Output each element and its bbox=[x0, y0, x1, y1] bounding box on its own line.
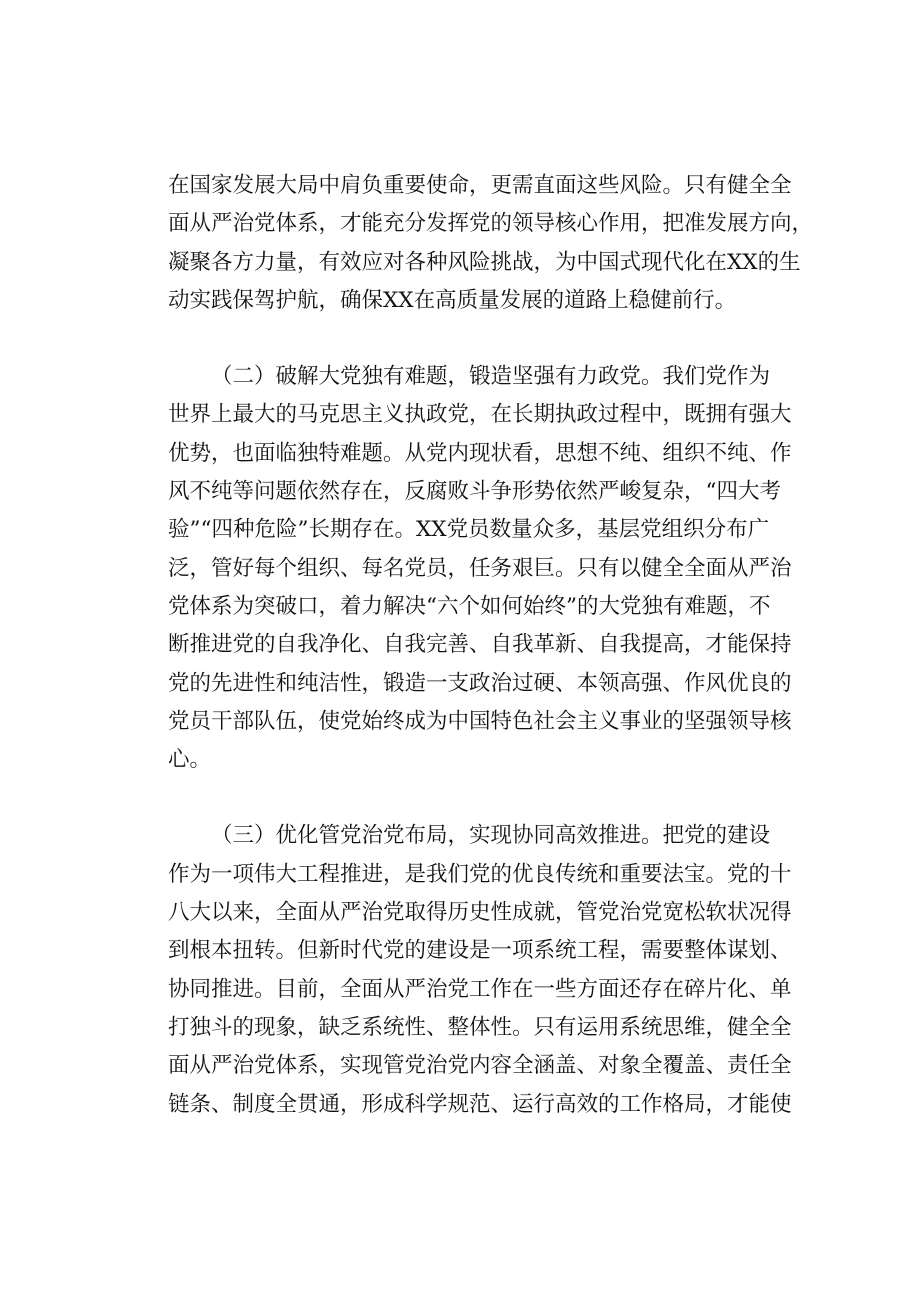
text-line: 到根本扭转。但新时代党的建设是一项系统工程，需要整体谋划、 bbox=[168, 938, 792, 964]
text-line: 心。 bbox=[168, 747, 212, 773]
text-line: 党体系为突破口，着力解决“六个如何始终”的大党独有难题，不 bbox=[168, 593, 771, 619]
paragraph-3 bbox=[168, 817, 792, 1123]
text-line: 验”“四种危险”长期存在。XX党员数量众多，基层党组织分布广 bbox=[168, 517, 770, 543]
text-line: 世界上最大的马克思主义执政党，在长期执政过程中，既拥有强大 bbox=[168, 402, 792, 428]
text-line: （三）优化管党治党布局，实现协同高效推进。把党的建设 bbox=[211, 823, 771, 849]
text-line: 面从严治党体系，实现管党治党内容全涵盖、对象全覆盖、责任全 bbox=[168, 1053, 792, 1079]
paragraph-1 bbox=[168, 167, 814, 320]
text-line: 链条、制度全贯通，形成科学规范、运行高效的工作格局，才能使 bbox=[168, 1091, 792, 1117]
document-body bbox=[168, 167, 814, 1124]
text-line: 党员干部队伍，使党始终成为中国特色社会主义事业的坚强领导核 bbox=[168, 708, 792, 734]
text-line: 在国家发展大局中肩负重要使命，更需直面这些风险。只有健全全 bbox=[168, 173, 792, 198]
text-line: 党的先进性和纯洁性，锻造一支政治过硬、本领高强、作风优良的 bbox=[168, 670, 792, 696]
paragraph-gap bbox=[168, 779, 760, 817]
text-line: 优势，也面临独特难题。从党内现状看，思想不纯、组织不纯、作 bbox=[168, 440, 792, 466]
text-line: 泛，管好每个组织、每名党员，任务艰巨。只有以健全全面从严治 bbox=[168, 555, 792, 581]
text-line: 动实践保驾护航，确保XX在高质量发展的道路上稳健前行。 bbox=[168, 287, 737, 313]
text-line: 凝聚各方力量，有效应对各种风险挑战，为中国式现代化在XX的生 bbox=[168, 249, 801, 275]
text-line: 八大以来，全面从严治党取得历史性成就，管党治党宽松软状况得 bbox=[168, 900, 792, 926]
text-line: （二）破解大党独有难题，锻造坚强有力政党。我们党作为 bbox=[211, 364, 771, 390]
text-line: 风不纯等问题依然存在，反腐败斗争形势依然严峻复杂，“四大考 bbox=[168, 479, 781, 505]
paragraph-2 bbox=[168, 358, 792, 779]
text-line: 断推进党的自我净化、自我完善、自我革新、自我提高，才能保持 bbox=[168, 632, 792, 658]
text-line: 打独斗的现象，缺乏系统性、整体性。只有运用系统思维，健全全 bbox=[168, 1014, 792, 1040]
paragraph-gap bbox=[168, 320, 760, 358]
text-line: 协同推进。目前，全面从严治党工作在一些方面还存在碎片化、单 bbox=[168, 976, 792, 1002]
text-line: 作为一项伟大工程推进，是我们党的优良传统和重要法宝。党的十 bbox=[168, 861, 792, 887]
text-line: 面从严治党体系，才能充分发挥党的领导核心作用，把准发展方向， bbox=[168, 211, 814, 237]
